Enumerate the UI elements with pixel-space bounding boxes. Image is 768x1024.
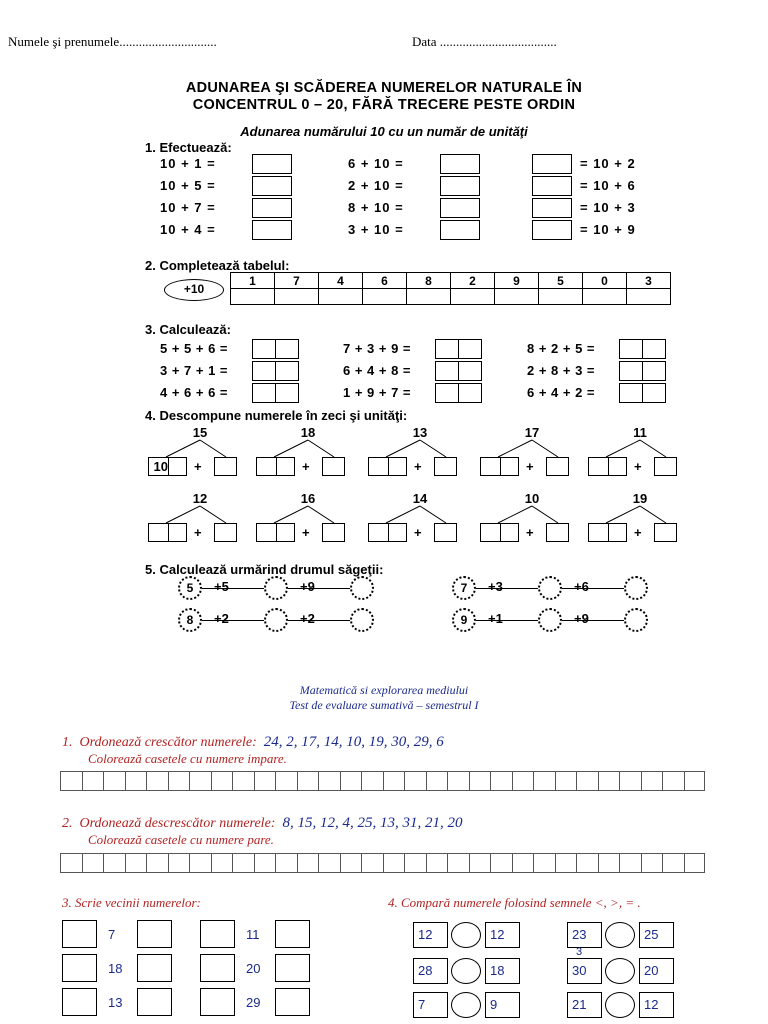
ex5-arrow-line	[562, 588, 624, 589]
answer-cell[interactable]	[641, 771, 663, 791]
ex3-tens-box[interactable]	[252, 383, 276, 403]
answer-cell[interactable]	[275, 853, 297, 873]
ex3-tens-box[interactable]	[619, 383, 643, 403]
answer-cell[interactable]	[662, 853, 684, 873]
ex3-equation: 1 + 9 + 7 =	[343, 385, 412, 400]
ex2-value-cell: 1	[231, 273, 275, 289]
ex3-units-box[interactable]	[642, 339, 666, 359]
ex5-op-label: +2	[214, 611, 229, 626]
ex1-equation: = 10 + 3	[580, 200, 636, 215]
ex4-plus: +	[194, 459, 202, 474]
neighbor-after-box[interactable]	[137, 954, 172, 982]
ex1-answer-box[interactable]	[440, 198, 480, 218]
ex4-tens-box[interactable]: 10	[148, 457, 169, 476]
ex2-value-cell: 6	[363, 273, 407, 289]
ex2-answer-cell[interactable]	[495, 289, 539, 305]
ex3-units-box[interactable]	[275, 383, 299, 403]
ex3-tens-box[interactable]	[619, 361, 643, 381]
ex4-tens-box[interactable]	[256, 523, 277, 542]
ex5-result-circle[interactable]	[538, 608, 562, 632]
answer-cell[interactable]	[232, 771, 254, 791]
ex3-units-box[interactable]	[458, 361, 482, 381]
ex1-answer-box[interactable]	[532, 220, 572, 240]
answer-cell[interactable]	[447, 771, 469, 791]
ex1-answer-box[interactable]	[252, 220, 292, 240]
date-line: Data ....................................	[412, 34, 557, 49]
answer-cell[interactable]	[275, 771, 297, 791]
ex1-answer-box[interactable]	[532, 198, 572, 218]
ex3-tens-box[interactable]	[435, 361, 459, 381]
ex3-equation: 5 + 5 + 6 =	[160, 341, 229, 356]
ex4-sum-box[interactable]	[654, 523, 677, 542]
ex5-result-circle[interactable]	[350, 576, 374, 600]
answer-cell[interactable]	[426, 853, 448, 873]
compare-left-number: 21	[567, 992, 602, 1018]
ex5-op-label: +9	[574, 611, 589, 626]
neighbor-before-box[interactable]	[200, 988, 235, 1016]
ex4-plus: +	[634, 459, 642, 474]
answer-cell[interactable]	[490, 853, 512, 873]
ex3-units-box[interactable]	[458, 339, 482, 359]
ex5-start-circle: 8	[178, 608, 202, 632]
ex5-result-circle[interactable]	[264, 576, 288, 600]
compare-sign-circle[interactable]	[451, 992, 481, 1018]
compare-right-number: 9	[485, 992, 520, 1018]
answer-cell[interactable]	[533, 771, 555, 791]
ex3-equation: 8 + 2 + 5 =	[527, 341, 596, 356]
answer-cell[interactable]	[146, 853, 168, 873]
answer-cell[interactable]	[383, 853, 405, 873]
ex5-result-circle[interactable]	[538, 576, 562, 600]
ex4-sum-box[interactable]	[546, 523, 569, 542]
ex4-tens-box[interactable]	[480, 457, 501, 476]
ex4-sum-box[interactable]	[322, 523, 345, 542]
neighbor-after-box[interactable]	[137, 988, 172, 1016]
ex2-answer-cell[interactable]	[583, 289, 627, 305]
ex1-equation: 6 + 10 =	[348, 156, 404, 171]
answer-cell[interactable]	[555, 853, 577, 873]
ex5-result-circle[interactable]	[624, 608, 648, 632]
ex1-equation: 10 + 5 =	[160, 178, 216, 193]
compare-right-number: 20	[639, 958, 674, 984]
compare-left-number: 28	[413, 958, 448, 984]
ex3-units-box[interactable]	[275, 339, 299, 359]
ex4-plus: +	[414, 459, 422, 474]
q2-text: 2. Ordonează descrescător numerele: 8, 15, 12, 4, 25, 13, 31, 21, 20	[62, 815, 463, 831]
ex1-answer-box[interactable]	[252, 154, 292, 174]
ex4-tens-box[interactable]	[588, 523, 609, 542]
ex2-answer-cell[interactable]	[231, 289, 275, 305]
compare-left-number: 30	[567, 958, 602, 984]
answer-cell[interactable]	[189, 853, 211, 873]
ex5-start-circle: 9	[452, 608, 476, 632]
ex4-branch-lines	[480, 505, 570, 525]
ex4-units-box[interactable]	[500, 457, 519, 476]
answer-cell[interactable]	[576, 853, 598, 873]
ex4-number: 10	[524, 491, 540, 506]
ex4-number: 11	[633, 425, 647, 440]
ex1-equation: = 10 + 6	[580, 178, 636, 193]
answer-cell[interactable]	[82, 853, 104, 873]
answer-cell[interactable]	[447, 853, 469, 873]
neighbor-after-box[interactable]	[275, 920, 310, 948]
ex2-value-cell: 4	[319, 273, 363, 289]
ex4-units-box[interactable]	[276, 457, 295, 476]
ex4-units-box[interactable]	[608, 457, 627, 476]
ex1-equation: 3 + 10 =	[348, 222, 404, 237]
ex4-number: 17	[524, 425, 540, 440]
ex5-arrow-line	[476, 620, 538, 621]
ex1-answer-box[interactable]	[532, 154, 572, 174]
ex4-units-box[interactable]	[608, 523, 627, 542]
answer-cell[interactable]	[211, 853, 233, 873]
ex4-number: 14	[412, 491, 428, 506]
ex5-start-circle: 5	[178, 576, 202, 600]
answer-cell[interactable]	[60, 853, 82, 873]
neighbor-before-box[interactable]	[200, 954, 235, 982]
ex4-tens-box[interactable]	[480, 523, 501, 542]
ex3-tens-box[interactable]	[619, 339, 643, 359]
neighbor-number: 11	[246, 927, 260, 942]
ex5-arrow-line	[562, 620, 624, 621]
ex1-answer-box[interactable]	[252, 198, 292, 218]
ex3-title: 3. Calculează:	[145, 322, 231, 337]
ex4-units-box[interactable]	[168, 523, 187, 542]
neighbor-number: 20	[246, 961, 261, 976]
ex2-answer-cell[interactable]	[627, 289, 671, 305]
ex4-number: 12	[192, 491, 208, 506]
answer-cell[interactable]	[297, 853, 319, 873]
neighbor-before-box[interactable]	[62, 954, 97, 982]
ex2-value-cell: 0	[583, 273, 627, 289]
ex1-answer-box[interactable]	[440, 176, 480, 196]
compare-sign-circle[interactable]	[605, 992, 635, 1018]
ex1-equation: = 10 + 9	[580, 222, 636, 237]
q4-text: 4. Compară numerele folosind semnele <, >, = .	[388, 895, 641, 910]
answer-cell[interactable]	[619, 853, 641, 873]
ex1-equation: 10 + 1 =	[160, 156, 216, 171]
answer-cell[interactable]	[512, 771, 534, 791]
ex1-title: 1. Efectuează:	[145, 140, 232, 155]
neighbor-number: 7	[108, 927, 116, 942]
ex1-equation: 10 + 4 =	[160, 222, 216, 237]
answer-cell[interactable]	[340, 771, 362, 791]
compare-left-number: 12	[413, 922, 448, 948]
answer-cell[interactable]	[576, 771, 598, 791]
ex5-op-label: +5	[214, 579, 229, 594]
answer-cell[interactable]	[598, 853, 620, 873]
ex4-branch-lines	[256, 505, 346, 525]
ex4-sum-box[interactable]	[322, 457, 345, 476]
answer-cell[interactable]	[318, 853, 340, 873]
ex4-tens-box[interactable]	[368, 457, 389, 476]
answer-cell[interactable]	[469, 771, 491, 791]
ex4-units-box[interactable]	[276, 523, 295, 542]
ex4-number: 18	[300, 425, 316, 440]
ex5-arrow-line	[288, 588, 350, 589]
answer-cell[interactable]	[619, 771, 641, 791]
ex1-equation: 2 + 10 =	[348, 178, 404, 193]
ex4-tens-box[interactable]	[256, 457, 277, 476]
q1-sub: Colorează casetele cu numere impare.	[88, 751, 287, 766]
q3-text: 3. Scrie vecinii numerelor:	[62, 895, 201, 910]
ex5-op-label: +3	[488, 579, 503, 594]
ex1-equation: = 10 + 2	[580, 156, 636, 171]
ex4-title: 4. Descompune numerele în zeci şi unităţi:	[145, 408, 408, 423]
answer-cell[interactable]	[512, 853, 534, 873]
answer-cell[interactable]	[361, 771, 383, 791]
stray-mark: 3	[576, 946, 583, 958]
ex1-answer-box[interactable]	[440, 220, 480, 240]
answer-cell[interactable]	[641, 853, 663, 873]
compare-left-number: 23	[567, 922, 602, 948]
q2-answer-strip[interactable]	[60, 853, 705, 873]
ex5-start-circle: 7	[452, 576, 476, 600]
ex3-equation: 3 + 7 + 1 =	[160, 363, 229, 378]
ex4-units-box[interactable]	[388, 523, 407, 542]
ex3-equation: 6 + 4 + 8 =	[343, 363, 412, 378]
ex3-tens-box[interactable]	[252, 361, 276, 381]
ex3-tens-box[interactable]	[252, 339, 276, 359]
neighbor-number: 13	[108, 995, 123, 1010]
ex2-value-cell: 9	[495, 273, 539, 289]
answer-cell[interactable]	[490, 771, 512, 791]
ex4-sum-box[interactable]	[434, 523, 457, 542]
ex2-value-cell: 5	[539, 273, 583, 289]
worksheet-title: ADUNAREA ŞI SCĂDEREA NUMERELOR NATURALE ÎN CONCENTRUL 0 – 20, FĂRĂ TRECERE PESTE ORDIN	[185, 80, 583, 113]
q1-text: 1. Ordonează crescător numerele: 24, 2, 17, 14, 10, 19, 30, 29, 6	[62, 734, 444, 750]
plus-ten-bubble: +10	[164, 279, 224, 301]
answer-cell[interactable]	[340, 853, 362, 873]
ex4-branch-lines	[588, 439, 678, 459]
ex5-title: 5. Calculează urmărind drumul săgeţii:	[145, 562, 384, 577]
ex2-answer-cell[interactable]	[363, 289, 407, 305]
ex3-equation: 7 + 3 + 9 =	[343, 341, 412, 356]
name-line: Numele şi prenumele..............................	[8, 34, 217, 49]
compare-sign-circle[interactable]	[451, 922, 481, 948]
ex3-units-box[interactable]	[275, 361, 299, 381]
compare-left-number: 7	[413, 992, 448, 1018]
answer-cell[interactable]	[684, 853, 706, 873]
ex4-plus: +	[526, 525, 534, 540]
answer-cell[interactable]	[426, 771, 448, 791]
ex5-arrow-line	[288, 620, 350, 621]
ex3-units-box[interactable]	[642, 361, 666, 381]
answer-cell[interactable]	[684, 771, 706, 791]
ex4-tens-box[interactable]	[148, 523, 169, 542]
ex5-op-label: +6	[574, 579, 589, 594]
answer-cell[interactable]	[211, 771, 233, 791]
ex4-branch-lines	[368, 439, 458, 459]
ex5-op-label: +9	[300, 579, 315, 594]
ex1-answer-box[interactable]	[252, 176, 292, 196]
answer-cell[interactable]	[103, 853, 125, 873]
neighbor-after-box[interactable]	[275, 954, 310, 982]
ex3-tens-box[interactable]	[435, 383, 459, 403]
ex4-plus: +	[302, 525, 310, 540]
ex2-table	[230, 272, 671, 305]
ex4-branch-lines	[148, 439, 238, 459]
answer-cell[interactable]	[361, 853, 383, 873]
ex4-plus: +	[194, 525, 202, 540]
answer-cell[interactable]	[297, 771, 319, 791]
ex4-sum-box[interactable]	[214, 457, 237, 476]
answer-cell[interactable]	[82, 771, 104, 791]
neighbor-number: 29	[246, 995, 261, 1010]
test-subject: Matematică si explorarea mediului	[299, 683, 469, 697]
ex4-number: 19	[632, 491, 648, 506]
ex2-value-cell: 3	[627, 273, 671, 289]
ex5-op-label: +1	[488, 611, 503, 626]
test-title: Test de evaluare sumativă – semestrul I	[289, 698, 479, 712]
answer-cell[interactable]	[168, 853, 190, 873]
answer-cell[interactable]	[383, 771, 405, 791]
answer-cell[interactable]	[254, 771, 276, 791]
answer-cell[interactable]	[318, 771, 340, 791]
answer-cell[interactable]	[533, 853, 555, 873]
answer-cell[interactable]	[189, 771, 211, 791]
ex4-tens-box[interactable]	[588, 457, 609, 476]
ex4-branch-lines	[368, 505, 458, 525]
answer-cell[interactable]	[555, 771, 577, 791]
answer-cell[interactable]	[662, 771, 684, 791]
ex2-answer-cell[interactable]	[319, 289, 363, 305]
ex4-plus: +	[302, 459, 310, 474]
ex4-branch-lines	[480, 439, 570, 459]
ex4-sum-box[interactable]	[654, 457, 677, 476]
compare-right-number: 25	[639, 922, 674, 948]
answer-cell[interactable]	[404, 771, 426, 791]
ex4-plus: +	[526, 459, 534, 474]
compare-right-number: 12	[485, 922, 520, 948]
compare-right-number: 18	[485, 958, 520, 984]
ex2-value-cell: 2	[451, 273, 495, 289]
ex5-arrow-line	[202, 588, 264, 589]
ex4-sum-box[interactable]	[546, 457, 569, 476]
neighbor-after-box[interactable]	[275, 988, 310, 1016]
ex3-equation: 6 + 4 + 2 =	[527, 385, 596, 400]
ex5-result-circle[interactable]	[350, 608, 374, 632]
ex4-units-box[interactable]	[168, 457, 187, 476]
ex1-answer-box[interactable]	[532, 176, 572, 196]
ex3-units-box[interactable]	[458, 383, 482, 403]
ex2-value-cell: 8	[407, 273, 451, 289]
ex2-answer-cell[interactable]	[539, 289, 583, 305]
ex4-sum-box[interactable]	[434, 457, 457, 476]
ex4-number: 16	[300, 491, 316, 506]
q2-sub: Colorează casetele cu numere pare.	[88, 832, 274, 847]
ex2-answer-cell[interactable]	[407, 289, 451, 305]
answer-cell[interactable]	[598, 771, 620, 791]
compare-sign-circle[interactable]	[451, 958, 481, 984]
ex2-answer-cell[interactable]	[451, 289, 495, 305]
ex2-title: 2. Completează tabelul:	[145, 258, 290, 273]
ex5-result-circle[interactable]	[624, 576, 648, 600]
neighbor-before-box[interactable]	[200, 920, 235, 948]
ex4-tens-box[interactable]	[368, 523, 389, 542]
ex4-units-box[interactable]	[500, 523, 519, 542]
answer-cell[interactable]	[125, 771, 147, 791]
ex3-equation: 2 + 8 + 3 =	[527, 363, 596, 378]
compare-right-number: 12	[639, 992, 674, 1018]
neighbor-after-box[interactable]	[137, 920, 172, 948]
ex1-equation: 8 + 10 =	[348, 200, 404, 215]
ex1-equation: 10 + 7 =	[160, 200, 216, 215]
ex2-value-cell: 7	[275, 273, 319, 289]
ex4-sum-box[interactable]	[214, 523, 237, 542]
compare-sign-circle[interactable]	[605, 958, 635, 984]
ex5-arrow-line	[476, 588, 538, 589]
answer-cell[interactable]	[168, 771, 190, 791]
ex5-arrow-line	[202, 620, 264, 621]
ex4-branch-lines	[256, 439, 346, 459]
ex4-plus: +	[414, 525, 422, 540]
ex2-answer-cell[interactable]	[275, 289, 319, 305]
ex4-number: 13	[412, 425, 428, 440]
answer-cell[interactable]	[103, 771, 125, 791]
neighbor-before-box[interactable]	[62, 920, 97, 948]
answer-cell[interactable]	[469, 853, 491, 873]
neighbor-number: 18	[108, 961, 123, 976]
ex4-branch-lines	[148, 505, 238, 525]
ex3-tens-box[interactable]	[435, 339, 459, 359]
ex4-number: 15	[192, 425, 208, 440]
ex1-answer-box[interactable]	[440, 154, 480, 174]
answer-cell[interactable]	[125, 853, 147, 873]
ex4-units-box[interactable]	[388, 457, 407, 476]
ex3-units-box[interactable]	[642, 383, 666, 403]
answer-cell[interactable]	[254, 853, 276, 873]
worksheet-subtitle: Adunarea numărului 10 cu un număr de unităţi	[240, 124, 528, 139]
neighbor-before-box[interactable]	[62, 988, 97, 1016]
q1-answer-strip[interactable]	[60, 771, 705, 791]
ex4-branch-lines	[588, 505, 678, 525]
compare-sign-circle[interactable]	[605, 922, 635, 948]
ex3-equation: 4 + 6 + 6 =	[160, 385, 229, 400]
ex5-result-circle[interactable]	[264, 608, 288, 632]
answer-cell[interactable]	[146, 771, 168, 791]
answer-cell[interactable]	[60, 771, 82, 791]
answer-cell[interactable]	[404, 853, 426, 873]
ex4-plus: +	[634, 525, 642, 540]
ex5-op-label: +2	[300, 611, 315, 626]
answer-cell[interactable]	[232, 853, 254, 873]
